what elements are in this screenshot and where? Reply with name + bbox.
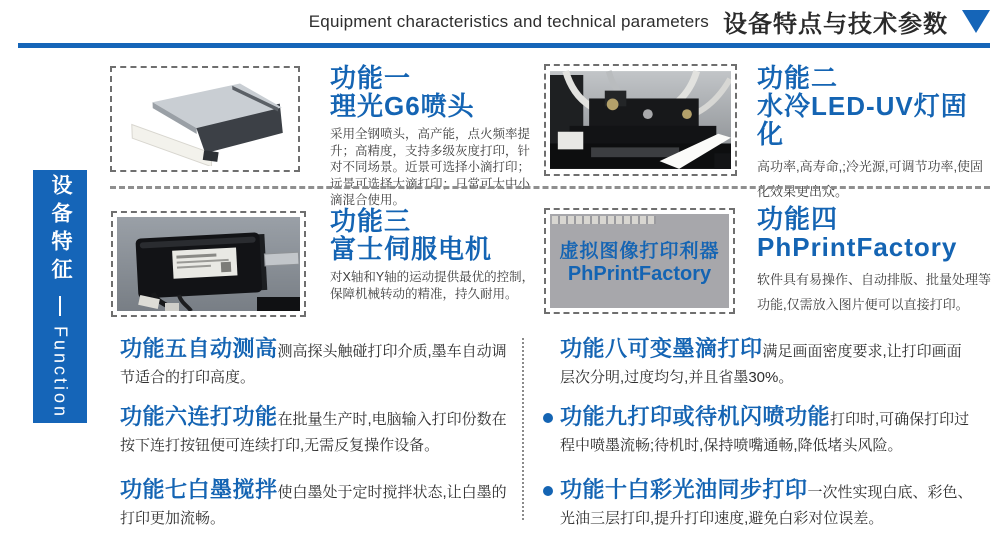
feature7-desc: 使白墨处于定时搅拌状态,让白墨的打印更加流畅。 [120, 484, 507, 527]
feature1-desc: 采用全钢喷头，高产能，点火频率提升；高精度，支持多级灰度打印，针对不同场景。近景可选择小滴打印；远景可选择大滴打印；日常可大中小滴混合使用。 [330, 127, 531, 207]
feature7-text [120, 477, 512, 532]
feature4-title-line1: 功能四 [757, 204, 839, 234]
feature10-text [560, 477, 980, 532]
phprintfactory-software-screenshot [550, 214, 729, 308]
feature3-desc: 对X轴和Y轴的运动提供最优的控制，保障机械转动的精准，持久耐用。 [330, 270, 535, 301]
software-caption [550, 214, 729, 308]
feature6-title: 功能六连打功能 [120, 404, 278, 429]
section-ribbon [33, 170, 87, 423]
feature9-block [560, 404, 980, 459]
feature2-desc: 高功率,高寿命,;冷光源,可调节功率,使固化效果更出众。 [757, 159, 984, 199]
feature7-title: 功能七白墨搅拌 [120, 477, 278, 502]
feature4-desc: 软件具有易操作、自动排版、批量处理等功能,仅需放入图片便可以直接打印。 [757, 272, 992, 312]
feature1-photo-frame [110, 66, 300, 172]
feature1-title-line1: 功能一 [330, 63, 412, 93]
ricoh-g6-printhead-photo [116, 72, 294, 166]
ribbon-title-en: Function [50, 325, 71, 420]
ribbon-title-zh: 设备特征 [49, 173, 72, 286]
feature1-title-line2: 理光G6喷头 [330, 91, 475, 121]
ribbon-divider [59, 296, 61, 316]
feature5-block [120, 336, 512, 391]
feature7-block [120, 477, 512, 532]
feature4-title-line2: PhPrintFactory [757, 232, 958, 262]
feature5-text [120, 336, 512, 391]
bullet-icon [543, 413, 553, 423]
page-header [309, 4, 990, 39]
bullet-icon [543, 486, 553, 496]
feature3-photo-frame [111, 211, 306, 317]
feature3-block [330, 207, 535, 302]
feature4-block [757, 205, 997, 317]
software-caption-line1: 虚拟图像打印利器 [559, 241, 720, 262]
feature10-title: 功能十白彩光油同步打印 [560, 477, 808, 502]
feature2-title-line1: 功能二 [757, 63, 839, 93]
feature2-block [757, 64, 993, 204]
feature4-photo-frame [544, 208, 735, 314]
feature8-block [560, 336, 974, 391]
feature3-title-line1: 功能三 [330, 206, 412, 236]
feature6-desc: 在批量生产时,电脑输入打印份数在按下连打按钮便可连续打印,无需反复操作设备。 [120, 411, 507, 454]
fuji-servo-motor-photo [117, 217, 300, 311]
feature5-desc: 测高探头触碰打印介质,墨车自动调节适合的打印高度。 [120, 343, 507, 386]
feature6-block [120, 404, 512, 459]
page-title: 设备特点与技术参数 [723, 11, 948, 38]
feature5-title: 功能五自动测高 [120, 336, 278, 361]
feature3-title-line2: 富士伺服电机 [330, 234, 493, 264]
feature8-title: 功能八可变墨滴打印 [560, 336, 763, 361]
software-caption-line2: PhPrintFactory [567, 263, 712, 285]
feature9-desc: 打印时,可确保打印过程中喷墨流畅;待机时,保持喷嘴通畅,降低堵头风险。 [560, 411, 970, 454]
down-triangle-icon [962, 10, 990, 33]
feature2-photo-frame [544, 64, 737, 176]
header-divider [18, 43, 990, 48]
row-separator [110, 186, 990, 189]
feature8-desc: 满足画面密度要求,让打印画面层次分明,过度均匀,并且省墨30%。 [560, 343, 962, 386]
feature9-text [560, 404, 980, 459]
feature10-block [560, 477, 980, 532]
header-subtitle-en: Equipment characteristics and technical parameters [308, 11, 709, 31]
feature6-text [120, 404, 512, 459]
feature2-title-line2: 水冷LED-UV灯固化 [757, 91, 968, 149]
column-separator [522, 338, 524, 520]
feature10-desc: 一次性实现白底、彩色、光油三层打印,提升打印速度,避免白彩对位误差。 [560, 484, 973, 527]
feature8-text [560, 336, 974, 391]
feature9-title: 功能九打印或待机闪喷功能 [560, 404, 831, 429]
water-cooled-led-uv-lamp-photo [550, 70, 731, 170]
